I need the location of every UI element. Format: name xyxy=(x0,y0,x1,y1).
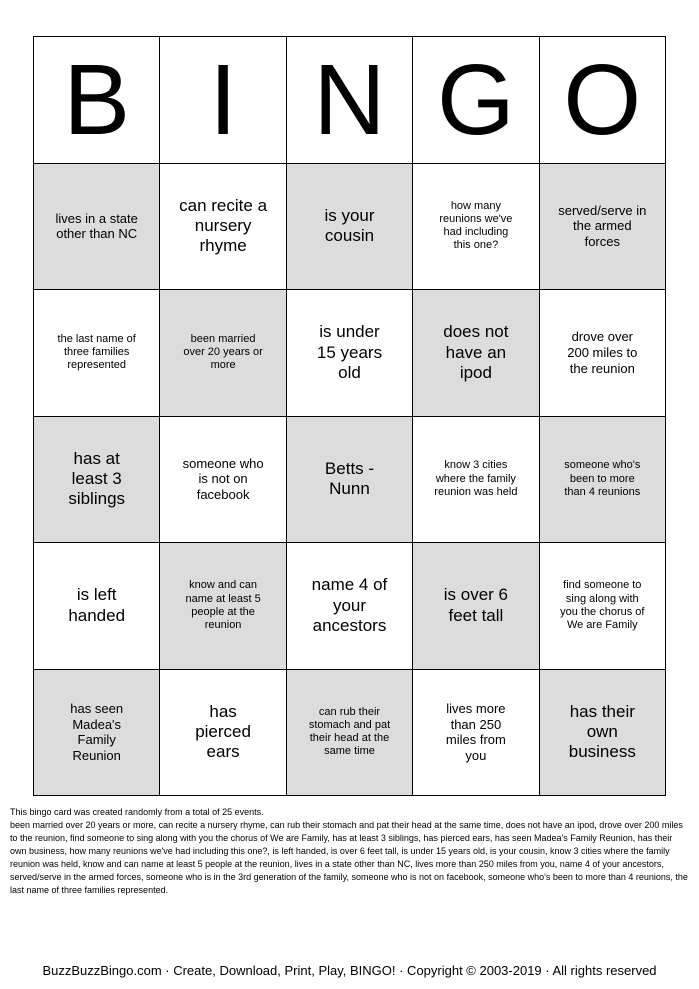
square-text: know and can name at least 5 people at the reunion xyxy=(185,579,261,631)
bingo-square xyxy=(540,164,666,291)
square-text: has seen Madea's Family Reunion xyxy=(70,701,124,763)
square-text: name 4 of your ancestors xyxy=(311,575,388,635)
bingo-square xyxy=(413,290,539,417)
header-letter-n: N xyxy=(287,37,413,164)
header-letter-b: B xyxy=(34,37,160,164)
bingo-square xyxy=(287,164,413,291)
square-text: how many reunions we've had including this one? xyxy=(439,199,513,252)
square-text: Betts -Nunn xyxy=(324,458,375,499)
bingo-square xyxy=(540,417,666,544)
square-text: know 3 cities where the family reunion was held xyxy=(434,459,518,498)
square-text: has at least 3 siblings xyxy=(68,448,126,509)
description-event-list: been married over 20 years or more, can recite a nursery rhyme, can rub their stomach and pat their head at the same time, does not have an ipod, drove over 200 miles to the reunion, find someone to sing along with you the chorus of We are Family, has at least 3 siblings, has pierced ears, has seen Madea's Family Reunion, has their own business, how many reunions we've had including this one?, is left handed, is over 6 feet tall, is under 15 years old, is your cousin, know 3 cities where the family reunion was held, know and can name at least 5 people at the reunion, lives in a state other than NC, lives more than 250 miles from you, name 4 of your ancestors, served/serve in the armed forces, someone who is in the 3rd generation of the family, someone who is not on facebook, someone who's been to more than 4 reunions, the last name of three families represented. xyxy=(10,820,688,895)
header-letter-o: O xyxy=(540,37,666,164)
bingo-square xyxy=(413,417,539,544)
square-text: is over 6 feet tall xyxy=(443,585,509,625)
square-text: has their own business xyxy=(568,701,636,762)
bingo-square xyxy=(160,417,286,544)
bingo-square xyxy=(287,290,413,417)
square-text: served/serve in the armed forces xyxy=(558,202,647,250)
bingo-square xyxy=(160,290,286,417)
bingo-square xyxy=(413,543,539,670)
bingo-square xyxy=(287,543,413,670)
square-text: someone who's been to more than 4 reunions xyxy=(564,459,641,498)
event-description xyxy=(10,806,690,897)
bingo-square xyxy=(34,417,160,544)
bingo-square xyxy=(34,290,160,417)
square-text: is under 15 years old xyxy=(316,322,383,382)
square-text: lives more than 250 miles from you xyxy=(445,701,506,763)
header-letter-i: I xyxy=(160,37,286,164)
bingo-square xyxy=(413,670,539,797)
square-text: can recite a nursery rhyme xyxy=(179,195,268,256)
square-text: someone who is not on facebook xyxy=(182,455,264,503)
bingo-square xyxy=(34,670,160,797)
bingo-square xyxy=(160,543,286,670)
bingo-square xyxy=(287,417,413,544)
bingo-square xyxy=(540,290,666,417)
bingo-card xyxy=(33,36,666,796)
square-text: has pierced ears xyxy=(195,701,251,762)
square-text: the last name of three families represented xyxy=(57,332,136,372)
bingo-square xyxy=(34,543,160,670)
square-text: drove over 200 miles to the reunion xyxy=(567,329,638,376)
square-text: is left handed xyxy=(68,585,126,625)
bingo-square xyxy=(160,164,286,291)
square-text: lives in a state other than NC xyxy=(55,210,138,242)
header-letter-g: G xyxy=(413,37,539,164)
bingo-square xyxy=(34,164,160,291)
bingo-square xyxy=(540,670,666,797)
square-text: does not have an ipod xyxy=(443,322,509,382)
bingo-square xyxy=(160,670,286,797)
square-text: is your cousin xyxy=(324,205,375,246)
square-text: been married over 20 years or more xyxy=(183,332,263,372)
footer-copyright: BuzzBuzzBingo.com · Create, Download, Print, Play, BINGO! · Copyright © 2003-2019 · All rights reserved xyxy=(42,963,657,978)
square-text: find someone to sing along with you the chorus of We are Family xyxy=(560,579,645,631)
square-text: can rub their stomach and pat their head at the same time xyxy=(308,705,391,758)
bingo-square xyxy=(413,164,539,291)
bingo-square xyxy=(287,670,413,797)
description-intro: This bingo card was created randomly from a total of 25 events. xyxy=(10,807,264,817)
bingo-square xyxy=(540,543,666,670)
